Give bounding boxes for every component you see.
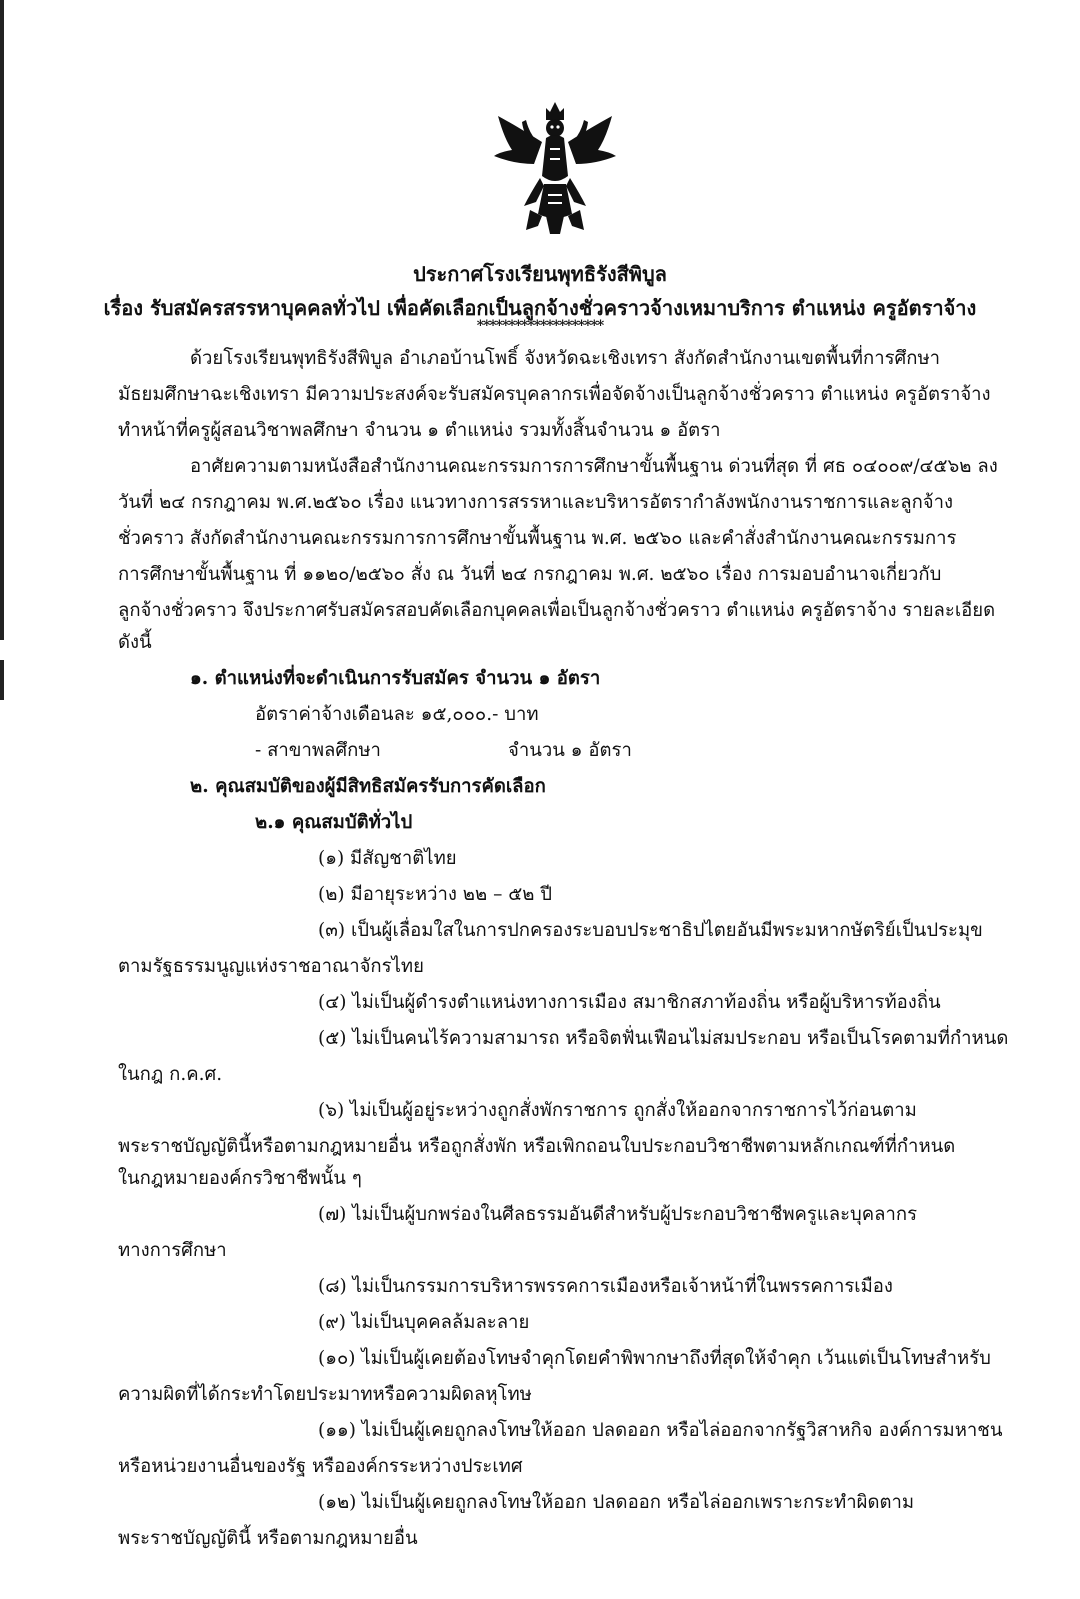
qualification-item-cont: พระราชบัญญัตินี้หรือตามกฎหมายอื่น หรือถูกสั่งพัก หรือเพิกถอนใบประกอบวิชาชีพตามหลักเกณฑ์ที่กำหนด — [118, 1136, 956, 1157]
separator: ******************** — [476, 318, 604, 334]
qualification-item: (๘) ไม่เป็นกรรมการบริหารพรรคการเมืองหรือเจ้าหน้าที่ในพรรคการเมือง — [318, 1276, 893, 1297]
position-count: จำนวน ๑ อัตรา — [508, 740, 632, 761]
qualification-item-cont: ตามรัฐธรรมนูญแห่งราชอาณาจักรไทย — [118, 956, 424, 977]
qualification-item-cont: ความผิดที่ได้กระทำโดยประมาทหรือความผิดลหุโทษ — [118, 1384, 532, 1405]
qualification-item-cont: ในกฎหมายองค์กรวิชาชีพนั้น ๆ — [118, 1168, 362, 1189]
qualification-item: (๗) ไม่เป็นผู้บกพร่องในศีลธรรมอันดีสำหรับผู้ประกอบวิชาชีพครูและบุคลากร — [318, 1204, 918, 1225]
paragraph-line: ด้วยโรงเรียนพุทธิรังสีพิบูล อำเภอบ้านโพธิ์ จังหวัดฉะเชิงเทรา สังกัดสำนักงานเขตพื้นที่การศึกษา — [190, 348, 941, 369]
qualification-item: (๑๐) ไม่เป็นผู้เคยต้องโทษจำคุกโดยคำพิพากษาถึงที่สุดให้จำคุก เว้นแต่เป็นโทษสำหรับ — [318, 1348, 991, 1369]
qualification-item: (๓) เป็นผู้เลื่อมใสในการปกครองระบอบประชาธิปไตยอันมีพระมหากษัตริย์เป็นประมุข — [318, 920, 983, 941]
qualification-item: (๑๒) ไม่เป็นผู้เคยถูกลงโทษให้ออก ปลดออก หรือไล่ออกเพราะกระทำผิดตาม — [318, 1492, 915, 1513]
qualification-item-cont: ในกฎ ก.ค.ศ. — [118, 1064, 223, 1085]
qualification-item: (๖) ไม่เป็นผู้อยู่ระหว่างถูกสั่งพักราชการ ถูกสั่งให้ออกจากราชการไว้ก่อนตาม — [318, 1100, 917, 1121]
page-title: ประกาศโรงเรียนพุทธิรังสีพิบูล — [413, 262, 667, 286]
position-field: - สาขาพลศึกษา — [255, 740, 381, 761]
paragraph-line: ชั่วคราว สังกัดสำนักงานคณะกรรมการการศึกษาขั้นพื้นฐาน พ.ศ. ๒๕๖๐ และคำสั่งสำนักงานคณะกรรมการ — [118, 528, 957, 549]
garuda-emblem-icon — [490, 98, 620, 238]
announcement-subject: เรื่อง รับสมัครสรรหาบุคคลทั่วไป เพื่อคัดเลือกเป็นลูกจ้างชั่วคราวจ้างเหมาบริการ ตำแหน่ง ครูอัตราจ้าง — [103, 296, 977, 320]
paragraph-line: การศึกษาขั้นพื้นฐาน ที่ ๑๑๒๐/๒๕๖๐ สั่ง ณ วันที่ ๒๔ กรกฎาคม พ.ศ. ๒๕๖๐ เรื่อง การมอบอำนาจเกี่ยวกับ — [118, 564, 942, 585]
salary-line: อัตราค่าจ้างเดือนละ ๑๕,๐๐๐.- บาท — [255, 704, 539, 725]
qualification-item: (๙) ไม่เป็นบุคคลล้มละลาย — [318, 1312, 530, 1333]
subsection-heading: ๒.๑ คุณสมบัติทั่วไป — [255, 812, 413, 833]
qualification-item-cont: ทางการศึกษา — [118, 1240, 227, 1261]
qualification-item: (๑๑) ไม่เป็นผู้เคยถูกลงโทษให้ออก ปลดออก หรือไล่ออกจากรัฐวิสาหกิจ องค์การมหาชน — [318, 1420, 1003, 1441]
paragraph-line: อาศัยความตามหนังสือสำนักงานคณะกรรมการการศึกษาขั้นพื้นฐาน ด่วนที่สุด ที่ ศธ ๐๔๐๐๙/๔๕๖๒ ลง — [190, 456, 998, 477]
qualification-item: (๔) ไม่เป็นผู้ดำรงตำแหน่งทางการเมือง สมาชิกสภาท้องถิ่น หรือผู้บริหารท้องถิ่น — [318, 992, 941, 1013]
qualification-item-cont: พระราชบัญญัตินี้ หรือตามกฎหมายอื่น — [118, 1528, 418, 1549]
scan-edge — [0, 660, 4, 700]
paragraph-line: วันที่ ๒๔ กรกฎาคม พ.ศ.๒๕๖๐ เรื่อง แนวทางการสรรหาและบริหารอัตรากำลังพนักงานราชการและลูกจ้าง — [118, 492, 954, 513]
qualification-item: (๒) มีอายุระหว่าง ๒๒ – ๕๒ ปี — [318, 884, 553, 905]
paragraph-line: มัธยมศึกษาฉะเชิงเทรา มีความประสงค์จะรับสมัครบุคลากรเพื่อจัดจ้างเป็นลูกจ้างชั่วคราว ตำแหน่ง ครูอัตราจ้าง — [118, 384, 991, 405]
paragraph-line: ลูกจ้างชั่วคราว จึงประกาศรับสมัครสอบคัดเลือกบุคคลเพื่อเป็นลูกจ้างชั่วคราว ตำแหน่ง ครูอัตราจ้าง รายละเอียด — [118, 600, 996, 621]
section-heading: ๑. ตำแหน่งที่จะดำเนินการรับสมัคร จำนวน ๑ อัตรา — [190, 668, 601, 689]
paragraph-line: ดังนี้ — [118, 632, 152, 653]
qualification-item: (๕) ไม่เป็นคนไร้ความสามารถ หรือจิตฟั่นเฟือนไม่สมประกอบ หรือเป็นโรคตามที่กำหนด — [318, 1028, 1009, 1049]
section-heading: ๒. คุณสมบัติของผู้มีสิทธิสมัครรับการคัดเลือก — [190, 776, 546, 797]
qualification-item-cont: หรือหน่วยงานอื่นของรัฐ หรือองค์กรระหว่างประเทศ — [118, 1456, 523, 1477]
paragraph-line: ทำหน้าที่ครูผู้สอนวิชาพลศึกษา จำนวน ๑ ตำแหน่ง รวมทั้งสิ้นจำนวน ๑ อัตรา — [118, 420, 721, 441]
qualification-item: (๑) มีสัญชาติไทย — [318, 848, 457, 869]
